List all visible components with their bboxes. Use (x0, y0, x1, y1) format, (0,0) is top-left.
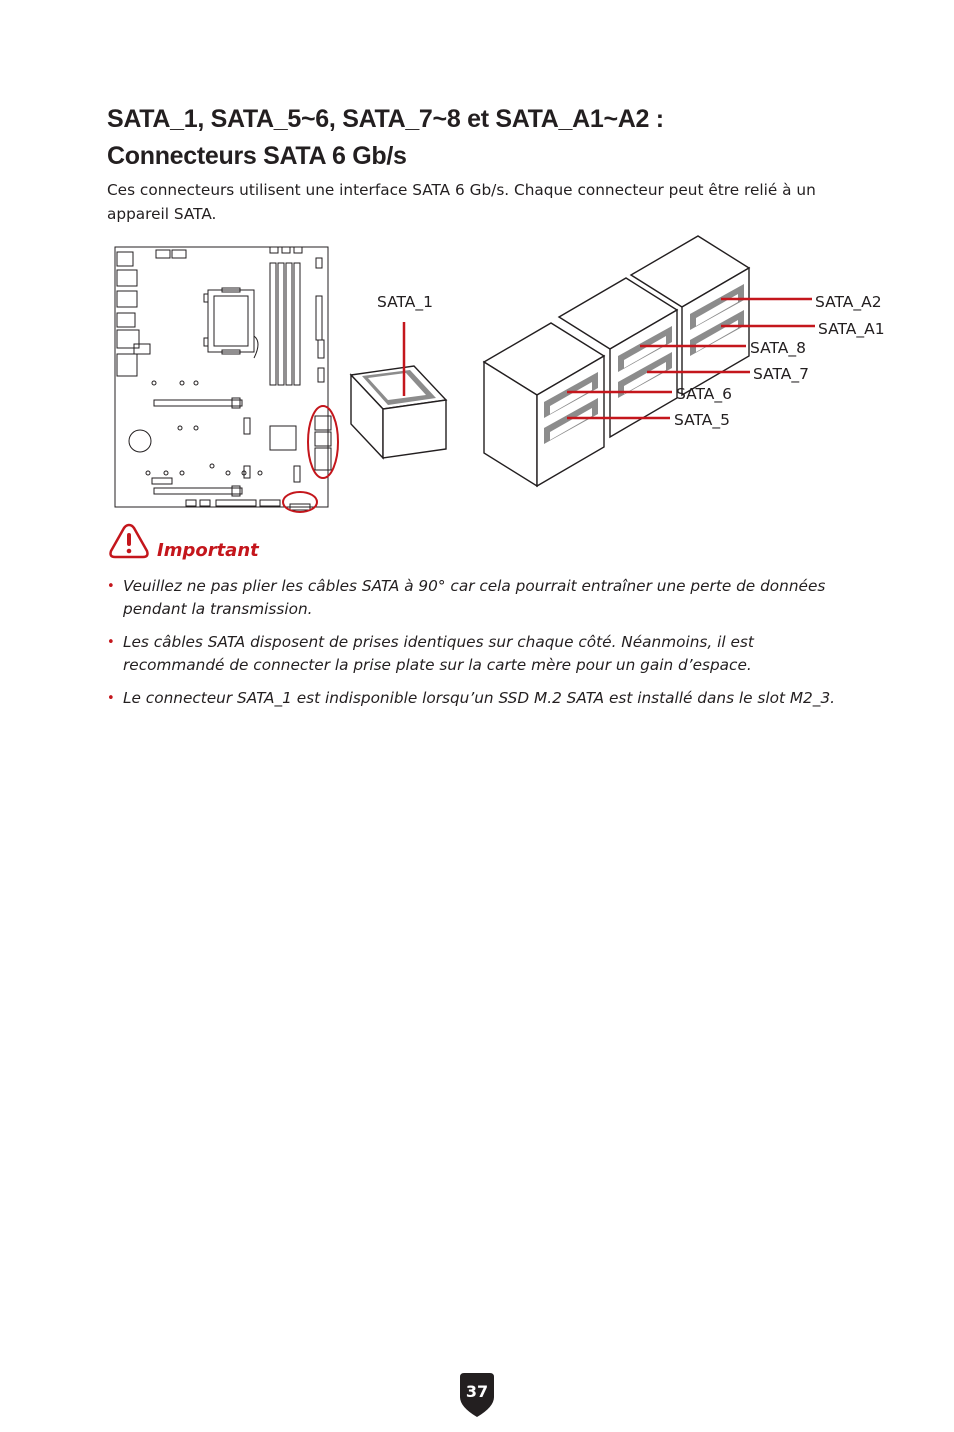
sata-1-connector (351, 366, 446, 458)
label-sata-a1: SATA_A1 (818, 320, 885, 338)
important-item-text: Veuillez ne pas plier les câbles SATA à 90° car cela pourrait entraîner une perte de données pendant la transmission. (123, 577, 826, 618)
section-title-line-1: SATA_1, SATA_5~6, SATA_7~8 et SATA_A1~A2 : (107, 105, 664, 133)
bullet-icon: • (107, 579, 115, 594)
important-item-text: Les câbles SATA disposent de prises identiques sur chaque côté. Néanmoins, il est recommandé de connecter la prise plate sur la carte mère pour un gain d’espace. (123, 633, 754, 674)
label-sata-a2: SATA_A2 (815, 293, 882, 311)
page-number: 37 (465, 1382, 489, 1401)
motherboard-illustration (115, 247, 331, 510)
important-item (107, 687, 847, 710)
warning-triangle-icon (108, 521, 150, 561)
label-sata-1: SATA_1 (377, 293, 434, 311)
important-heading: Important (157, 540, 259, 561)
label-sata-7: SATA_7 (753, 365, 810, 383)
important-item-text: Le connecteur SATA_1 est indisponible lorsqu’un SSD M.2 SATA est installé dans le slot M2_3. (123, 689, 836, 707)
bullet-icon: • (107, 635, 115, 650)
label-sata-8: SATA_8 (750, 339, 807, 357)
sata-connector-diagram (104, 228, 904, 518)
important-item (107, 631, 847, 677)
section-title-line-2: Connecteurs SATA 6 Gb/s (107, 142, 407, 170)
important-item (107, 575, 847, 621)
label-sata-6: SATA_6 (676, 385, 733, 403)
intro-paragraph: Ces connecteurs utilisent une interface SATA 6 Gb/s. Chaque connecteur peut être relié à un appareil SATA. (107, 181, 816, 223)
sata-1-highlight (283, 492, 317, 512)
bullet-icon: • (107, 691, 115, 706)
sata-5-6-block (484, 323, 604, 486)
important-list (107, 575, 847, 720)
sata-stack-highlight (308, 406, 338, 478)
label-sata-5: SATA_5 (674, 411, 731, 429)
section-title (107, 101, 827, 175)
motherboard-mount-holes (146, 381, 262, 475)
